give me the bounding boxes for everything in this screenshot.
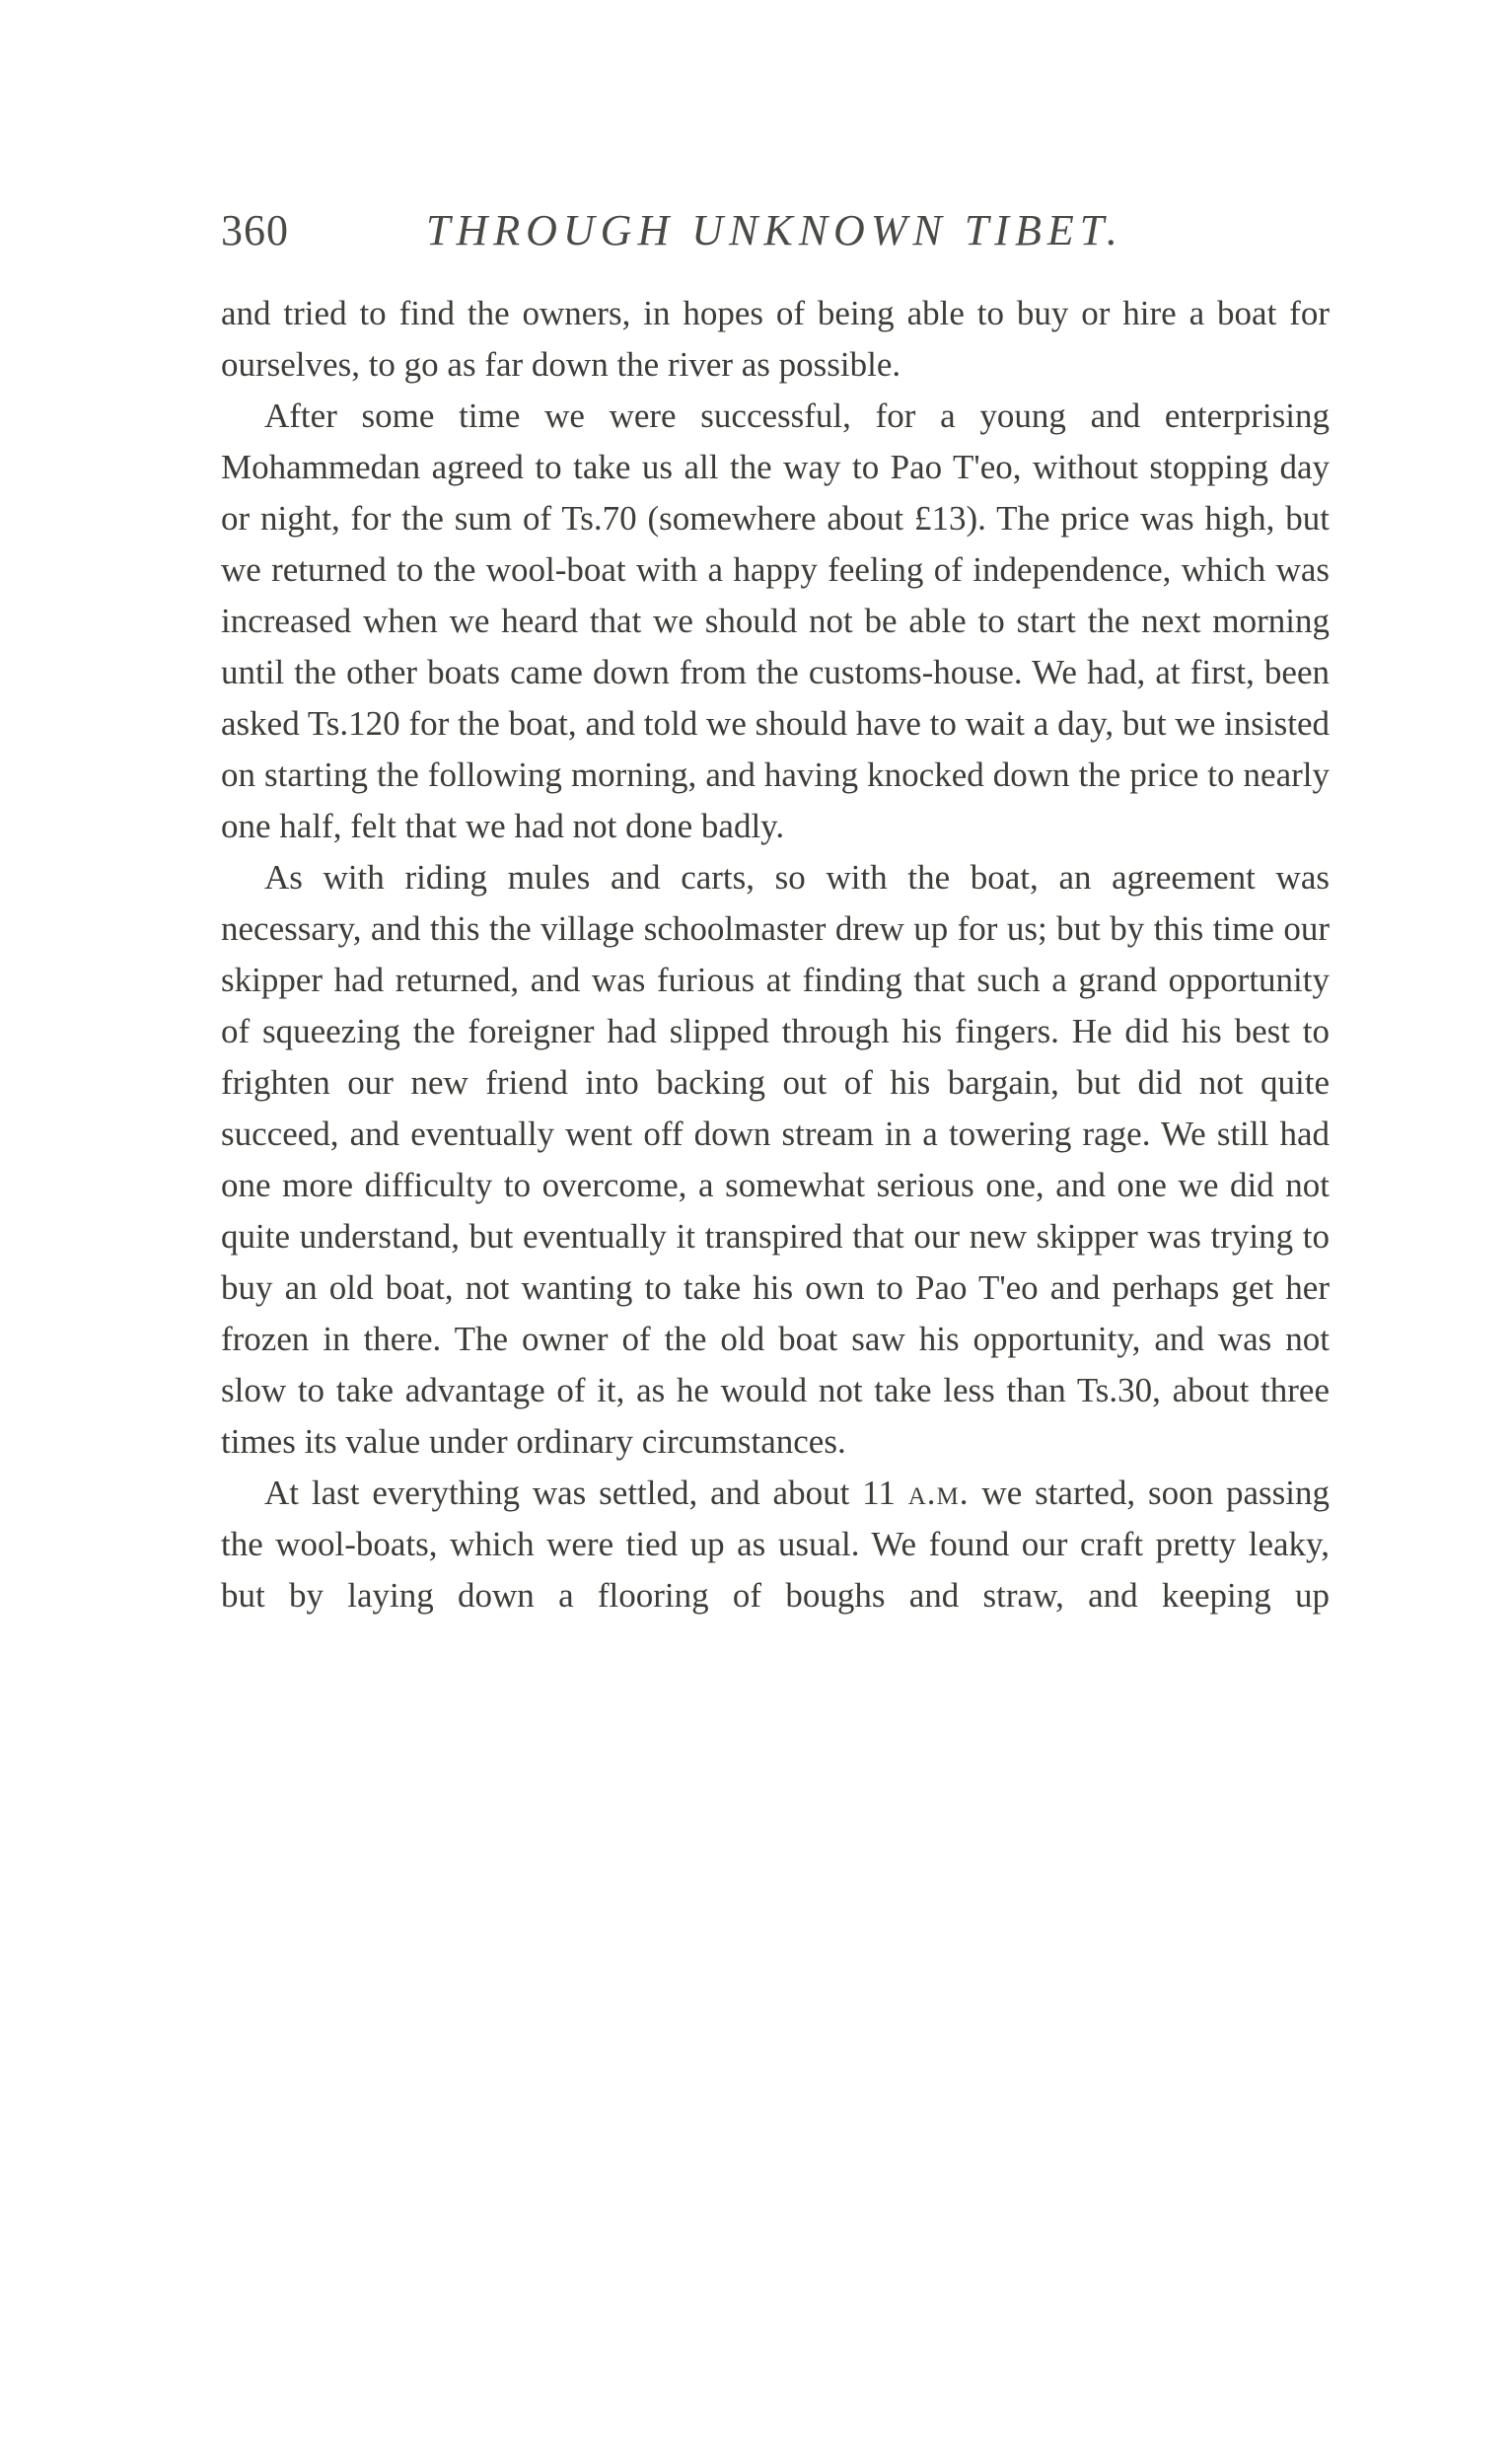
time-abbreviation: a.m. bbox=[907, 1474, 970, 1512]
paragraph-2: After some time we were successful, for a young and enterprising Mohammedan agreed to take us all the way to Pao T'eo, without stopping day or night, for the sum of Ts.70 (somewhere about £13). The price was high, but we returned to the wool-boat with a happy feeling of independence, which was increased when we heard that we should not be able to start the next morning until the other boats came down from the customs-house. We had, at first, been asked Ts.120 for the boat, and told we should have to wait a day, but we insisted on starting the following morning, and having knocked down the price to nearly one half, felt that we had not done badly. bbox=[221, 396, 1330, 845]
running-title: THROUGH UNKNOWN TIBET. bbox=[426, 206, 1123, 254]
paragraph-1: and tried to find the owners, in hopes of being able to buy or hire a boat for ourselves, to go as far down the river as possible. bbox=[221, 294, 1330, 384]
paragraph-4 bbox=[221, 1468, 1330, 1621]
paragraph-4-text-after: we started, soon passing the wool-boats, which were tied up as usual. We found our craft pretty leaky, but by laying down a flooring of boughs and straw, and keeping up bbox=[221, 1474, 1330, 1615]
page-number: 360 bbox=[221, 206, 289, 254]
page-header bbox=[221, 205, 1326, 264]
paragraph-3: As with riding mules and carts, so with the boat, an agreement was necessary, and this the village schoolmaster drew up for us; but by this time our skipper had returned, and was furious at finding that such a grand opportunity of squeezing the foreigner had slipped through his fingers. He did his best to frighten our new friend into backing out of his bargain, but did not quite succeed, and eventually went off down stream in a towering rage. We still had one more difficulty to overcome, a somewhat serious one, and one we did not quite understand, but eventually it transpired that our new skipper was trying to buy an old boat, not wanting to take his own to Pao T'eo and perhaps get her frozen in there. The owner of the old boat saw his opportunity, and was not slow to take advantage of it, as he would not take less than Ts.30, about three times its value under ordinary circumstances. bbox=[221, 858, 1330, 1461]
body-text bbox=[221, 288, 1330, 1621]
paragraph-4-text-before: At last everything was settled, and about 11 bbox=[264, 1474, 908, 1512]
